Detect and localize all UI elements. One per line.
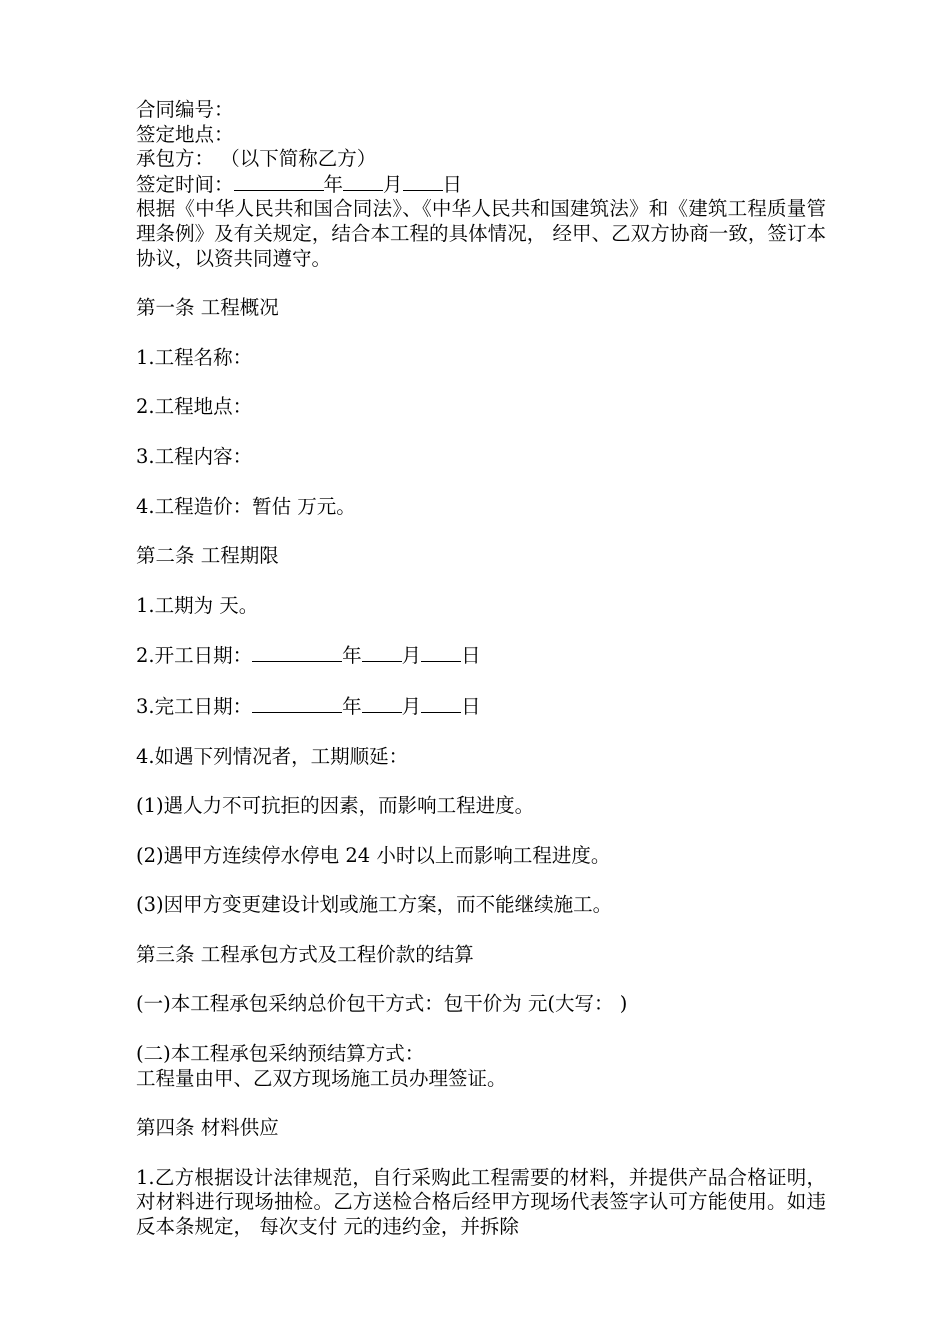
year-blank — [252, 643, 342, 662]
end-date — [136, 694, 826, 720]
article-2-item: 4.如遇下列情况者，工期顺延： — [136, 744, 409, 768]
article-1-item: 2.工程地点： — [136, 395, 253, 419]
article-1-item: 1.工程名称： — [136, 345, 253, 369]
start-date — [136, 643, 826, 669]
contract-no: 合同编号： — [136, 98, 234, 121]
year-label: 年 — [323, 172, 344, 196]
article-3-title: 第三条 工程承包方式及工程价款的结算 — [136, 942, 474, 966]
day-label: 日 — [442, 172, 463, 196]
signing-time — [136, 172, 826, 198]
contractor-line: 承包方： （以下简称乙方） — [136, 147, 377, 171]
article-2-title: 第二条 工程期限 — [136, 544, 279, 568]
article-2-subitem: (1)遇人力不可抗拒的因素，而影响工程进度。 — [136, 794, 535, 818]
article-3-item: (一)本工程承包采纳总价包干方式：包干价为 元(大写： ) — [136, 992, 628, 1016]
day-blank — [421, 643, 461, 662]
article-4-item: 1.乙方根据设计法律规范，自行采购此工程需要的材料，并提供产品合格证明，对材料进行现场抽检。乙方送检合格后经甲方现场代表签字认可方能使用。如违反本条规定， 每次支付 元的违约金，并拆除 — [136, 1165, 826, 1239]
signing-time-label: 签定时间： — [136, 172, 234, 196]
month-label: 月 — [401, 644, 422, 668]
month-label: 月 — [383, 172, 403, 196]
day-label: 日 — [461, 694, 481, 718]
start-date-label: 2.开工日期： — [136, 644, 253, 668]
year-blank — [234, 172, 324, 191]
article-3-item: (二)本工程承包采纳预结算方式： — [136, 1042, 425, 1066]
article-4-title: 第四条 材料供应 — [136, 1116, 279, 1140]
article-1-title: 第一条 工程概况 — [136, 296, 279, 320]
article-1-item: 3.工程内容： — [136, 444, 253, 468]
signing-place: 签定地点： — [136, 122, 234, 146]
month-blank — [343, 172, 383, 191]
day-blank — [403, 172, 443, 191]
article-1-item: 4.工程造价：暂估 万元。 — [136, 494, 356, 518]
month-label: 月 — [401, 694, 422, 718]
contract-page — [136, 98, 826, 1240]
day-label: 日 — [461, 644, 481, 668]
year-blank — [252, 694, 342, 713]
article-2-subitem: (3)因甲方变更建设计划或施工方案，而不能继续施工。 — [136, 893, 613, 917]
day-blank — [421, 694, 461, 713]
article-2-subitem: (2)遇甲方连续停水停电 24 小时以上而影响工程进度。 — [136, 843, 611, 867]
end-date-label: 3.完工日期： — [136, 694, 253, 718]
article-2-item: 1.工期为 天。 — [136, 593, 259, 617]
article-3-detail: 工程量由甲、乙双方现场施工员办理签证。 — [136, 1066, 507, 1090]
month-blank — [362, 694, 402, 713]
year-label: 年 — [342, 694, 362, 718]
year-label: 年 — [342, 644, 362, 668]
month-blank — [362, 643, 402, 662]
intro-paragraph: 根据《中华人民共和国合同法》、《中华人民共和国建筑法》和《建筑工程质量管理条例》及有关规定，结合本工程的具体情况， 经甲、乙双方协商一致，签订本协议，以资共同遵守。 — [136, 197, 826, 270]
